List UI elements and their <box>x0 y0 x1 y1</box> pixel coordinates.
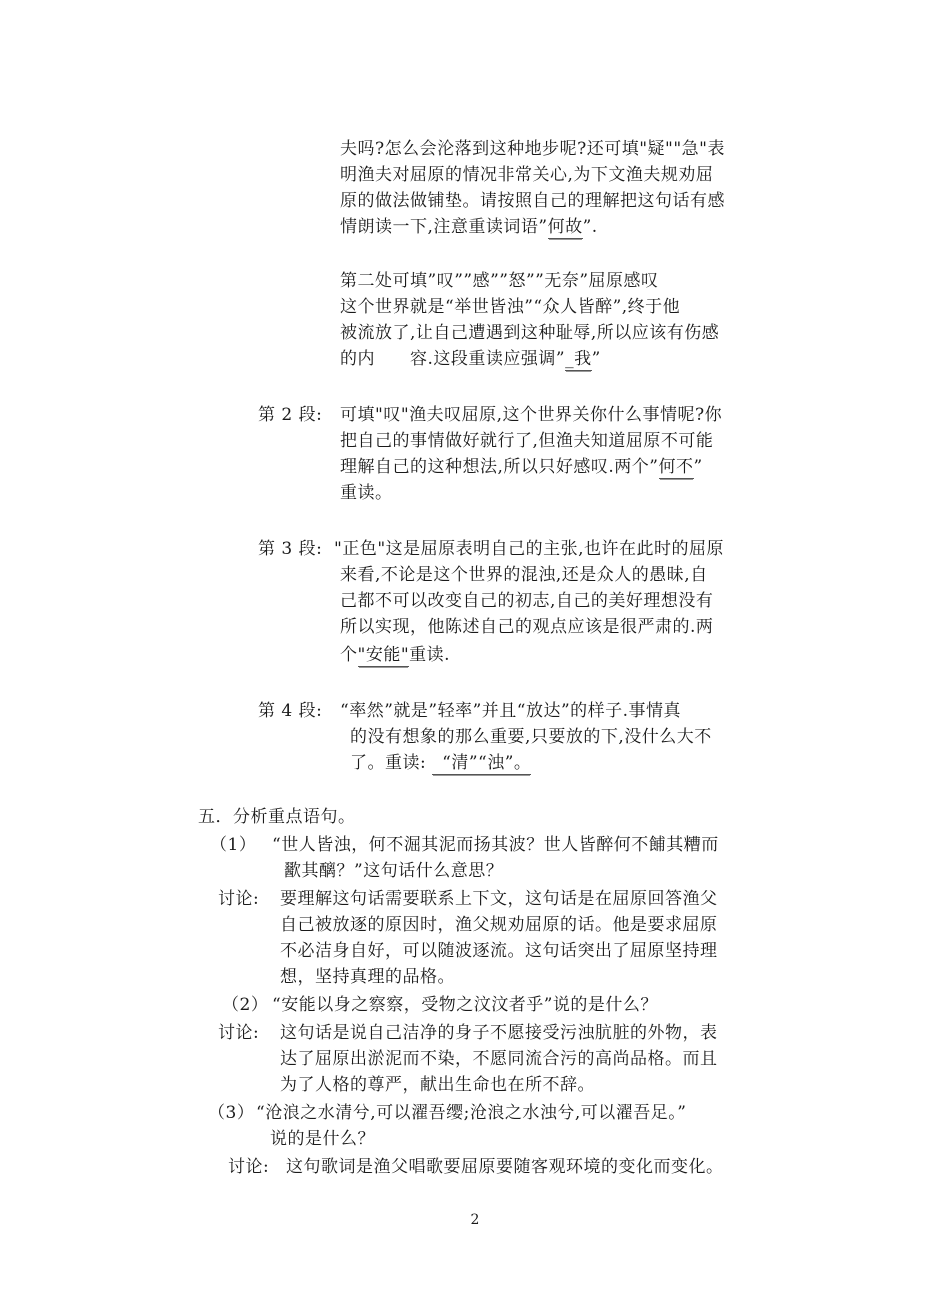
s3-text-end: 重读. <box>409 645 451 665</box>
s3-text: 个 <box>340 645 358 665</box>
q3-number: （3） <box>208 1103 255 1123</box>
p1-line-4 <box>340 216 598 238</box>
d1-line-3: 不必洁身自好，可以随波逐流。这句话突出了屈原坚持理 <box>280 941 718 961</box>
d1-line-4: 想，坚持真理的品格。 <box>280 967 455 987</box>
d2-label: 讨论: <box>218 1023 260 1043</box>
s4-label: 第 4 段: <box>258 701 323 721</box>
emphasis-word: 何不 <box>658 457 694 477</box>
s3-line-1: "正色"这是屈原表明自己的主张,也许在此时的屈原 <box>334 539 725 559</box>
q3-line-1: “沧浪之水清兮,可以濯吾缨;沧浪之水浊兮,可以濯吾足。” <box>256 1103 687 1123</box>
q2-line-1: “安能以身之察察，受物之汶汶者乎”说的是什么？ <box>272 995 658 1015</box>
p2-text: 的内 容.这段重读应强调” <box>340 349 566 369</box>
s2-label: 第 2 段: <box>258 405 323 425</box>
d1-line-1: 要理解这句话需要联系上下文，这句话是在屈原回答渔父 <box>280 889 718 909</box>
p2-line-2: 这个世界就是“举世皆浊”“众人皆醉”,终于他 <box>340 297 681 317</box>
p2-text-end: ” <box>591 349 601 369</box>
s4-line-2: 的没有想象的那么重要,只要放的下,没什么大不 <box>350 727 712 747</box>
s2-line-4: 重读。 <box>340 483 393 503</box>
q1-line-2: 歠其醨？”这句话什么意思？ <box>284 861 504 881</box>
p1-line-2: 明渔夫对屈原的情况非常关心,为下文渔夫规劝屈 <box>340 165 714 185</box>
d2-line-1: 这句话是说自己洁净的身子不愿接受污浊肮脏的外物，表 <box>280 1023 718 1043</box>
p1-line-1: 夫吗?怎么会沦落到这种地步呢?还可填"疑""急"表 <box>340 139 726 159</box>
section-heading: 五．分析重点语句。 <box>198 807 356 827</box>
s4-line-3 <box>350 752 531 774</box>
q3-line-2: 说的是什么？ <box>270 1129 375 1149</box>
s4-line-1: “率然”就是”轻率”并且“放达”的样子.事情真 <box>340 701 682 721</box>
s3-line-3: 己都不可以改变自己的初志,自己的美好理想没有 <box>340 591 714 611</box>
p1-text-end: ”. <box>582 217 598 237</box>
emphasis-word: _我 <box>565 349 592 369</box>
emphasis-word: "安能" <box>357 645 410 665</box>
d2-line-3: 为了人格的尊严，献出生命也在所不辞。 <box>280 1075 595 1095</box>
p2-line-1: 第二处可填”叹””感””怒””无奈”屈原感叹 <box>340 271 659 291</box>
s3-line-2: 来看,不论是这个世界的混浊,还是众人的愚昧,自 <box>340 565 708 585</box>
q1-number: （1） <box>210 835 257 855</box>
s2-text-end: ” <box>693 457 703 477</box>
p2-line-4 <box>340 348 601 370</box>
d3-label: 讨论: <box>228 1157 270 1177</box>
d2-line-2: 达了屈原出淤泥而不染，不愿同流合污的高尚品格。而且 <box>280 1049 718 1069</box>
emphasis-word: 何故 <box>547 217 583 237</box>
s3-label: 第 3 段: <box>258 539 323 559</box>
p1-line-3: 原的做法做铺垫。请按照自己的理解把这句话有感 <box>340 191 725 211</box>
q1-line-1: “世人皆浊，何不淈其泥而扬其波？世人皆醉何不餔其糟而 <box>272 835 719 855</box>
p2-line-3: 被流放了,让自己遭遇到这种耻辱,所以应该有伤感 <box>340 323 720 343</box>
emphasis-word: “清”“浊”。 <box>432 753 531 775</box>
page-number: 2 <box>470 1212 480 1228</box>
s2-line-1: 可填"叹"渔夫叹屈原,这个世界关你什么事情呢?你 <box>340 405 723 425</box>
s3-line-4: 所以实现，他陈述自己的观点应该是很严肃的.两 <box>340 617 714 637</box>
s2-text: 理解自己的这种想法,所以只好感叹.两个” <box>340 457 659 477</box>
s4-text: 了。重读: <box>350 753 427 773</box>
s2-line-2: 把自己的事情做好就行了,但渔夫知道屈原不可能 <box>340 431 714 451</box>
s3-line-5 <box>340 644 450 666</box>
s2-line-3 <box>340 456 703 478</box>
q2-number: （2） <box>222 995 269 1015</box>
d1-line-2: 自己被放逐的原因时，渔父规劝屈原的话。他是要求屈原 <box>280 915 718 935</box>
d3-line-1: 这句歌词是渔父唱歌要屈原要随客观环境的变化而变化。 <box>286 1157 724 1177</box>
p1-text: 情朗读一下,注意重读词语” <box>340 217 548 237</box>
d1-label: 讨论: <box>218 889 260 909</box>
